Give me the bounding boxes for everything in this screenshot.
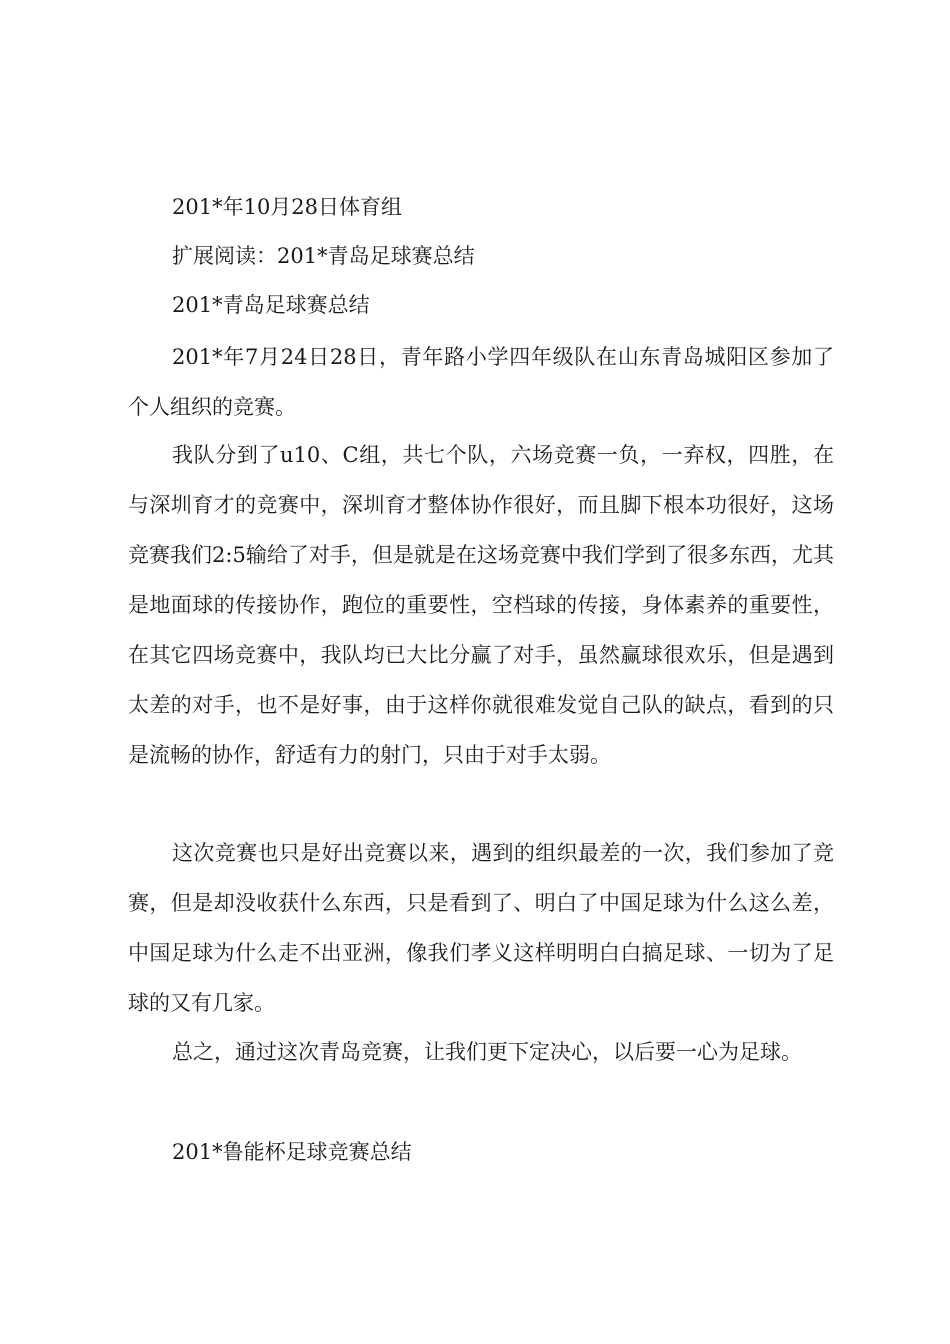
section-heading-qingdao: 201*青岛足球赛总结	[172, 293, 370, 317]
paragraph-1: 201*年7月24日28日，青年路小学四年级队在山东青岛城阳区参加了个人组织的竞赛。	[128, 345, 834, 419]
paragraph-4: 总之，通过这次青岛竞赛，让我们更下定决心，以后要一心为足球。	[172, 1040, 802, 1064]
extended-reading-line: 扩展阅读：201*青岛足球赛总结	[172, 244, 475, 268]
paragraph-3: 这次竞赛也只是好出竞赛以来，遇到的组织最差的一次，我们参加了竞赛，但是却没收获什么东西，只是看到了、明白了中国足球为什么这么差，中国足球为什么走不出亚洲，像我们孝义这样明明白白搞足球、一切为了足球的又有几家。	[128, 841, 834, 1015]
paragraph-2: 我队分到了u10、C组，共七个队，六场竞赛一负，一弃权，四胜，在与深圳育才的竞赛中，深圳育才整体协作很好，而且脚下根本功很好，这场竞赛我们2:5输给了对手，但是就是在这场竞赛中我们学到了很多东西，尤其是地面球的传接协作，跑位的重要性，空档球的传接，身体素养的重要性，在其它四场竞赛中，我队均已大比分赢了对手，虽然赢球很欢乐，但是遇到太差的对手，也不是好事，由于这样你就很难发觉自己队的缺点，看到的只是流畅的协作，舒适有力的射门，只由于对手太弱。	[128, 443, 834, 767]
date-line: 201*年10月28日体育组	[172, 195, 403, 219]
section-heading-luneng: 201*鲁能杯足球竞赛总结	[172, 1140, 412, 1164]
